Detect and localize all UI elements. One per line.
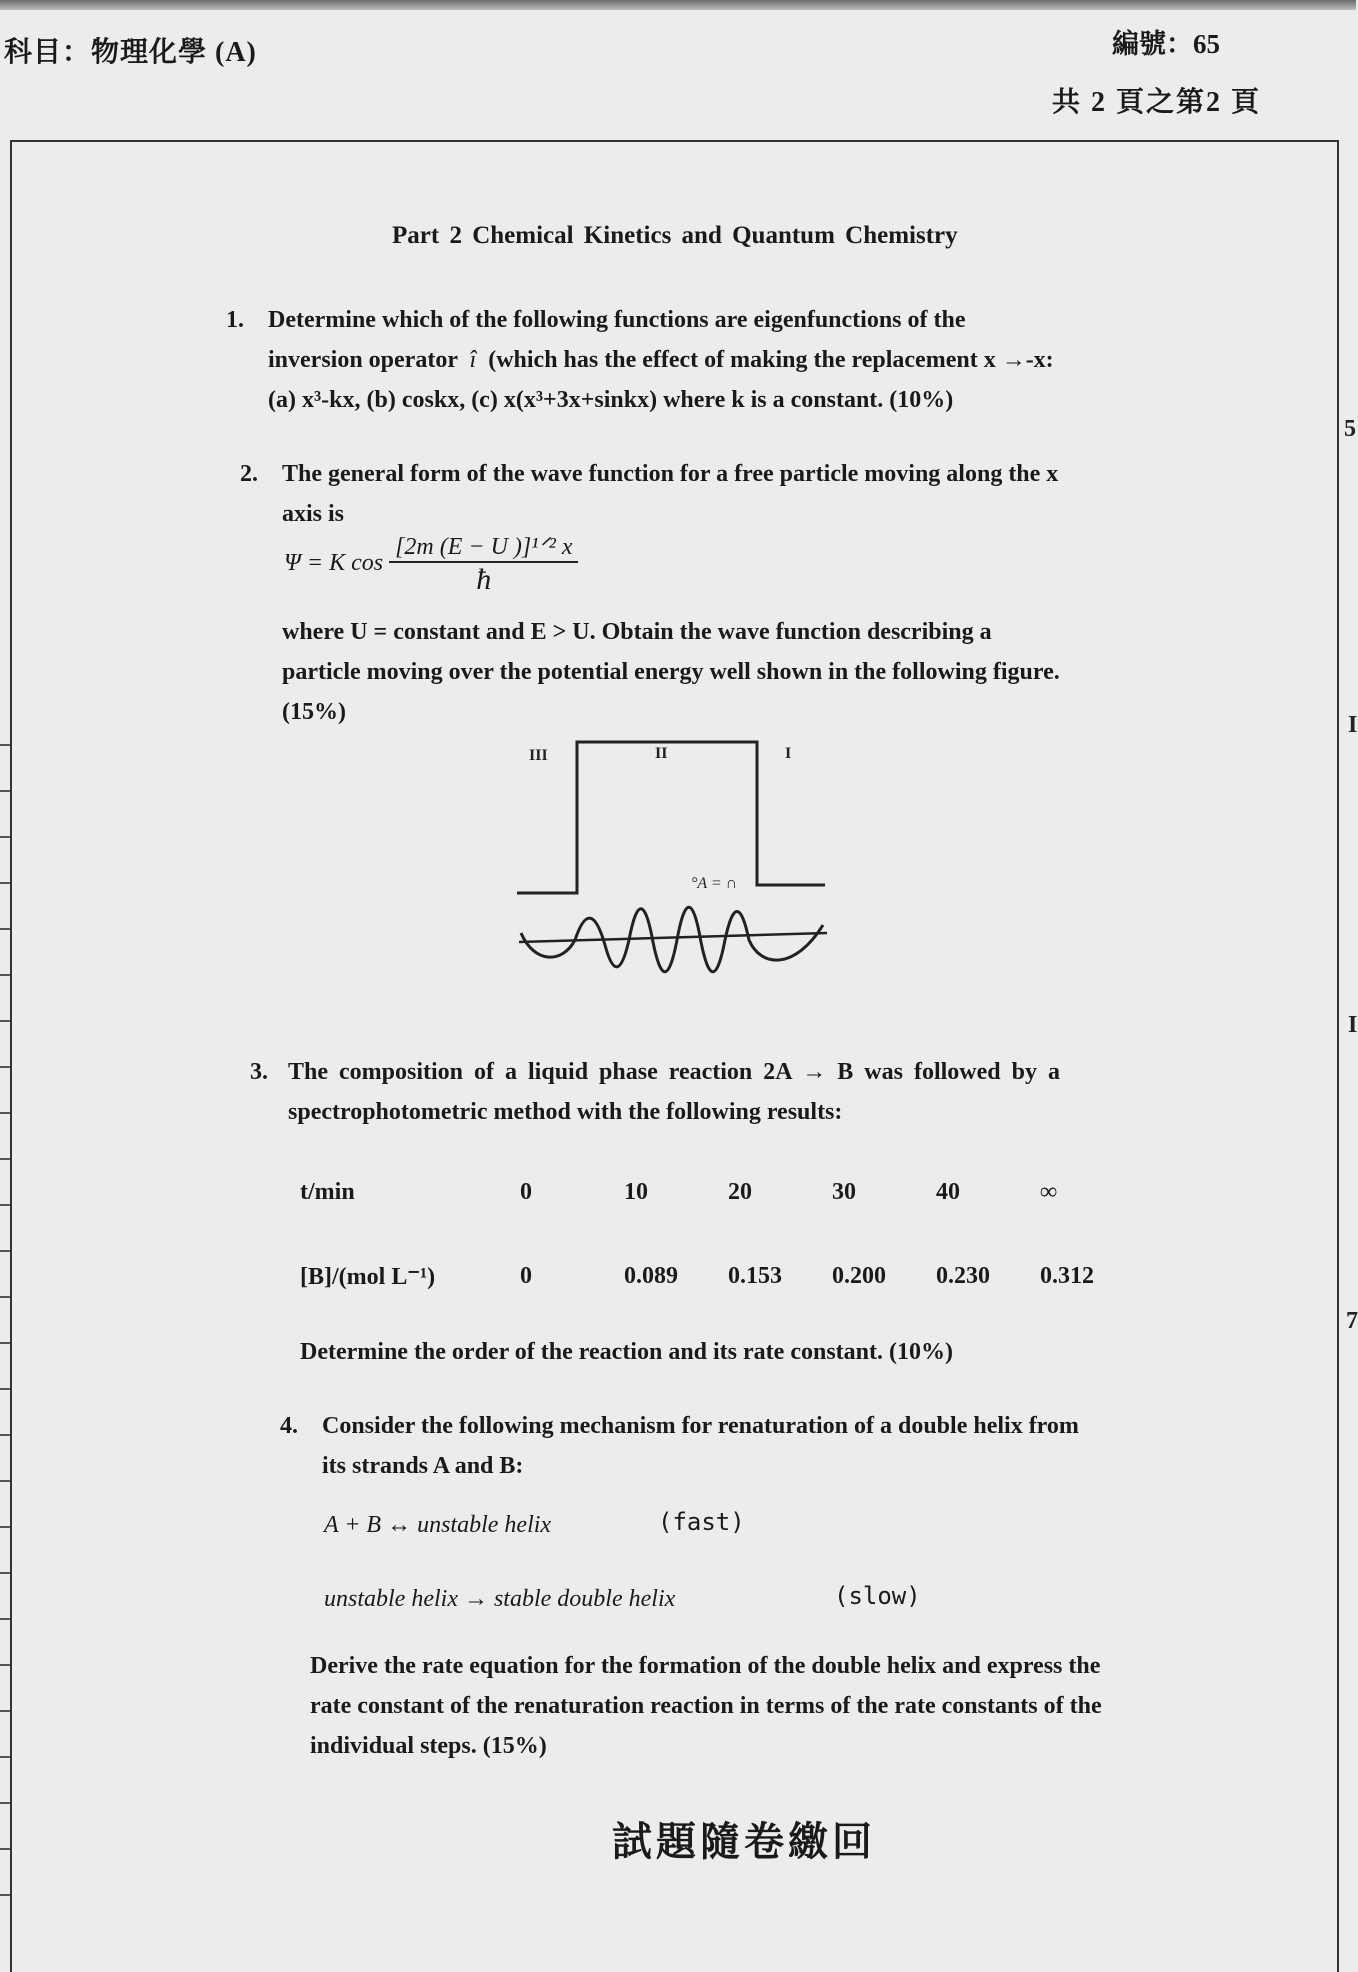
question-text: rate constant of the renaturation reaction in terms of the rate constants of the [310,1693,1102,1719]
region-label-ii: II [655,745,668,762]
question-text: The general form of the wave function for a free particle moving along the x [282,461,1059,487]
question-text: The composition of a liquid phase reaction 2A → B was followed by a [288,1059,1060,1085]
question-text: Determine the order of the reaction and its rate constant. (10%) [300,1339,953,1365]
question-text: axis is [282,501,345,527]
scan-top-edge [0,0,1356,10]
table-cell: 40 [936,1178,960,1205]
kinetics-data-table [300,1150,1144,1318]
table-cell: 0.230 [936,1262,990,1289]
formula-lhs: Ψ = K cos [284,550,384,577]
question-number: 4. [280,1413,298,1439]
question-3-task [300,1332,1160,1372]
potential-label: °A = ∩ [691,875,738,892]
table-cell: 10 [624,1178,648,1205]
question-number: 1. [226,307,244,333]
formula-denominator: ħ [476,563,492,596]
question-3 [250,1052,1168,1132]
wave-axis [519,933,827,942]
inversion-operator: î [469,347,477,373]
table-row-label: t/min [300,1178,355,1205]
question-text: individual steps. (15%) [310,1733,547,1759]
potential-barrier-line [517,742,825,893]
table-row-label: [B]/(mol L⁻¹) [300,1263,436,1290]
question-text-part: inversion operator [268,347,458,373]
question-4 [280,1406,1182,1486]
margin-mark: 5 [1344,416,1356,442]
question-text: spectrophotometric method with the following results: [288,1099,843,1125]
mechanism-step-2-tag: (slow) [834,1582,921,1610]
mechanism-step-1-tag: (fast) [658,1508,745,1536]
potential-well-figure [505,730,845,990]
subject-header: 科目：物理化學 (A) [4,37,257,68]
table-cell: 0.200 [832,1262,886,1289]
question-1 [226,300,1168,420]
question-text: its strands A and B: [322,1453,524,1479]
table-row [300,1234,1144,1318]
question-2 [240,454,1162,534]
return-exam-notice: 試題隨卷繳回 [612,1819,876,1864]
table-cell: 0 [520,1178,532,1205]
formula-numerator: [2m (E − U )]¹ᐟ² x [389,532,578,563]
exam-code: 編號：65 [1112,29,1220,59]
question-text: where U = constant and E > U. Obtain the wave function describing a [282,619,992,645]
question-text-part: (which has the effect of making the replacement x →-x: [488,347,1054,373]
table-cell: 0.153 [728,1262,782,1289]
table-cell: ∞ [1040,1178,1058,1205]
left-margin-ticks [0,700,10,1926]
table-cell: 30 [832,1178,856,1205]
margin-mark: 7 [1346,1308,1358,1334]
page-indicator: 共 2 頁之第2 頁 [1052,87,1262,118]
question-2-continued [282,612,1162,732]
question-text: (15%) [282,699,346,725]
question-4-task [310,1646,1190,1766]
mechanism-step-1: A + B ↔ unstable helix [324,1512,552,1538]
question-text: Derive the rate equation for the formation of the double helix and express the [310,1653,1101,1679]
table-cell: 0.312 [1040,1262,1094,1289]
formula-fraction [389,532,578,597]
mechanism-step-2: unstable helix → stable double helix [324,1586,676,1612]
question-text: Determine which of the following functions are eigenfunctions of the [268,307,966,333]
question-text [268,340,1168,380]
table-cell: 20 [728,1178,752,1205]
region-label-iii: III [529,747,548,764]
table-row [300,1150,1144,1234]
question-number: 3. [250,1059,268,1085]
question-text: particle moving over the potential energy well shown in the following figure. [282,659,1060,685]
table-cell: 0 [520,1262,532,1289]
question-number: 2. [240,461,258,487]
question-text: Consider the following mechanism for renaturation of a double helix from [322,1413,1079,1439]
region-label-i: I [785,745,792,762]
margin-mark: I [1348,1012,1358,1038]
table-cell: 0.089 [624,1262,678,1289]
wave-function-formula [284,532,578,597]
part-title: Part 2 Chemical Kinetics and Quantum Chemistry [392,222,958,249]
margin-mark: I [1348,712,1358,738]
question-text: (a) x³-kx, (b) coskx, (c) x(x³+3x+sinkx) where k is a constant. (10%) [268,387,954,413]
